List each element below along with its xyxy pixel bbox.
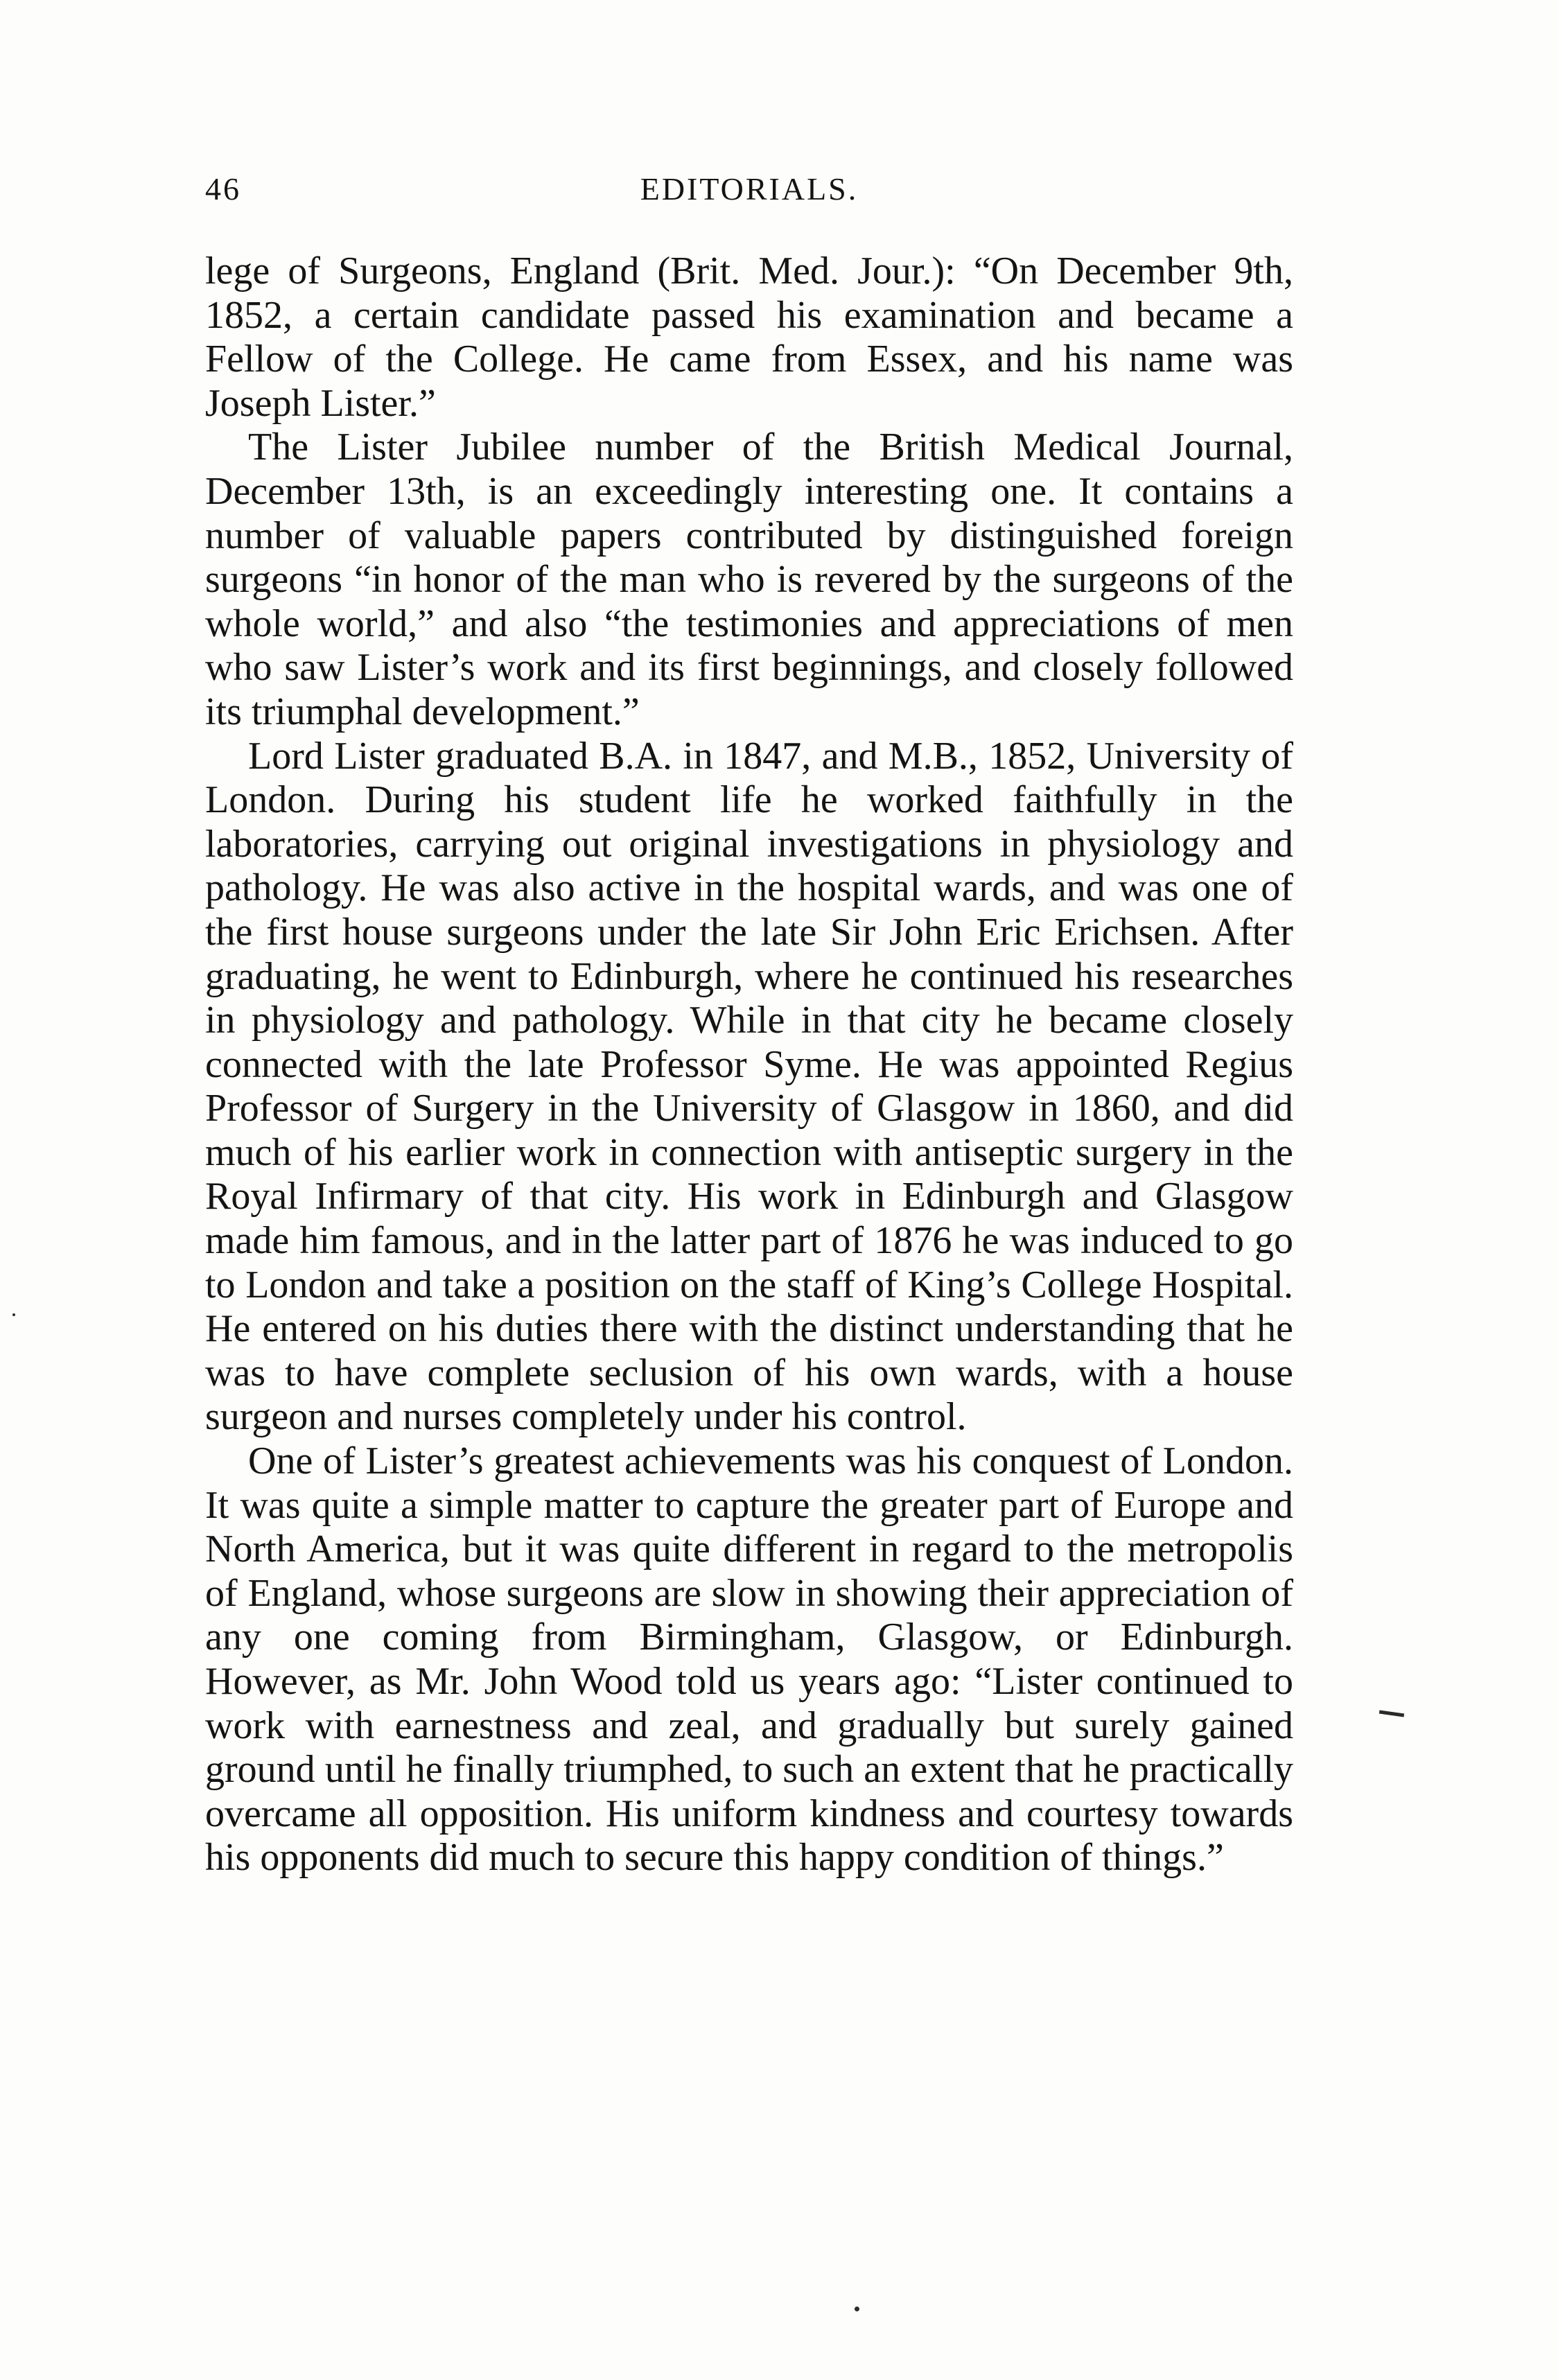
page-number: 46 xyxy=(205,171,241,207)
editorial-body xyxy=(205,250,1293,1880)
paragraph-jubilee-number: The Lister Jubilee number of the British Medical Journal, December 13th, is an exceedingly interesting one. It contains a number of valuable papers contributed by distinguished foreign surgeons “in honor of the man who is revered by the surgeons of the whole world,” and also “the testimonies and appreciations of men who saw Lister’s work and its first beginnings, and closely followed its triumphal development.” xyxy=(205,426,1293,733)
paragraph-conquest-of-london: One of Lister’s greatest achievements was his conquest of London. It was quite a simple matter to capture the greater part of Europe and North America, but it was quite different in regard to the metropolis of England, whose surgeons are slow in showing their appreciation of any one coming from Birmingham, Glasgow, or Edinburgh. However, as Mr. John Wood told us years ago: “Lister continued to work with earnestness and zeal, and gradually but surely gained ground until he finally triumphed, to such an extent that he practically overcame all opposition. His uniform kindness and courtesy towards his opponents did much to secure this happy condition of things.” xyxy=(205,1440,1293,1880)
running-head xyxy=(205,170,1293,215)
paragraph-continued: lege of Surgeons, England (Brit. Med. Jour.): “On December 9th, 1852, a certain candidate passed his examination and became a Fellow of the College. He came from Essex, and his name was Joseph Lister.” xyxy=(205,250,1293,425)
margin-speck xyxy=(12,1313,15,1316)
running-title: EDITORIALS. xyxy=(640,171,859,207)
print-speck xyxy=(855,2307,859,2311)
margin-dash-mark xyxy=(1379,1710,1404,1717)
paragraph-biography: Lord Lister graduated B.A. in 1847, and M.B., 1852, University of London. During his student life he worked faithfully in the laboratories, carrying out original investigations in physiology and pathology. He was also active in the hospital wards, and was one of the first house surgeons under the late Sir John Eric Erichsen. After graduating, he went to Edinburgh, where he continued his researches in physiology and pathology. While in that city he became closely connected with the late Professor Syme. He was appointed Regius Professor of Surgery in the University of Glasgow in 1860, and did much of his earlier work in connection with antiseptic surgery in the Royal Infirmary of that city. His work in Edinburgh and Glasgow made him famous, and in the latter part of 1876 he was induced to go to London and take a position on the staff of King’s College Hospital. He entered on his duties there with the distinct understanding that he was to have complete seclusion of his own wards, with a house surgeon and nurses completely under his control. xyxy=(205,734,1293,1439)
